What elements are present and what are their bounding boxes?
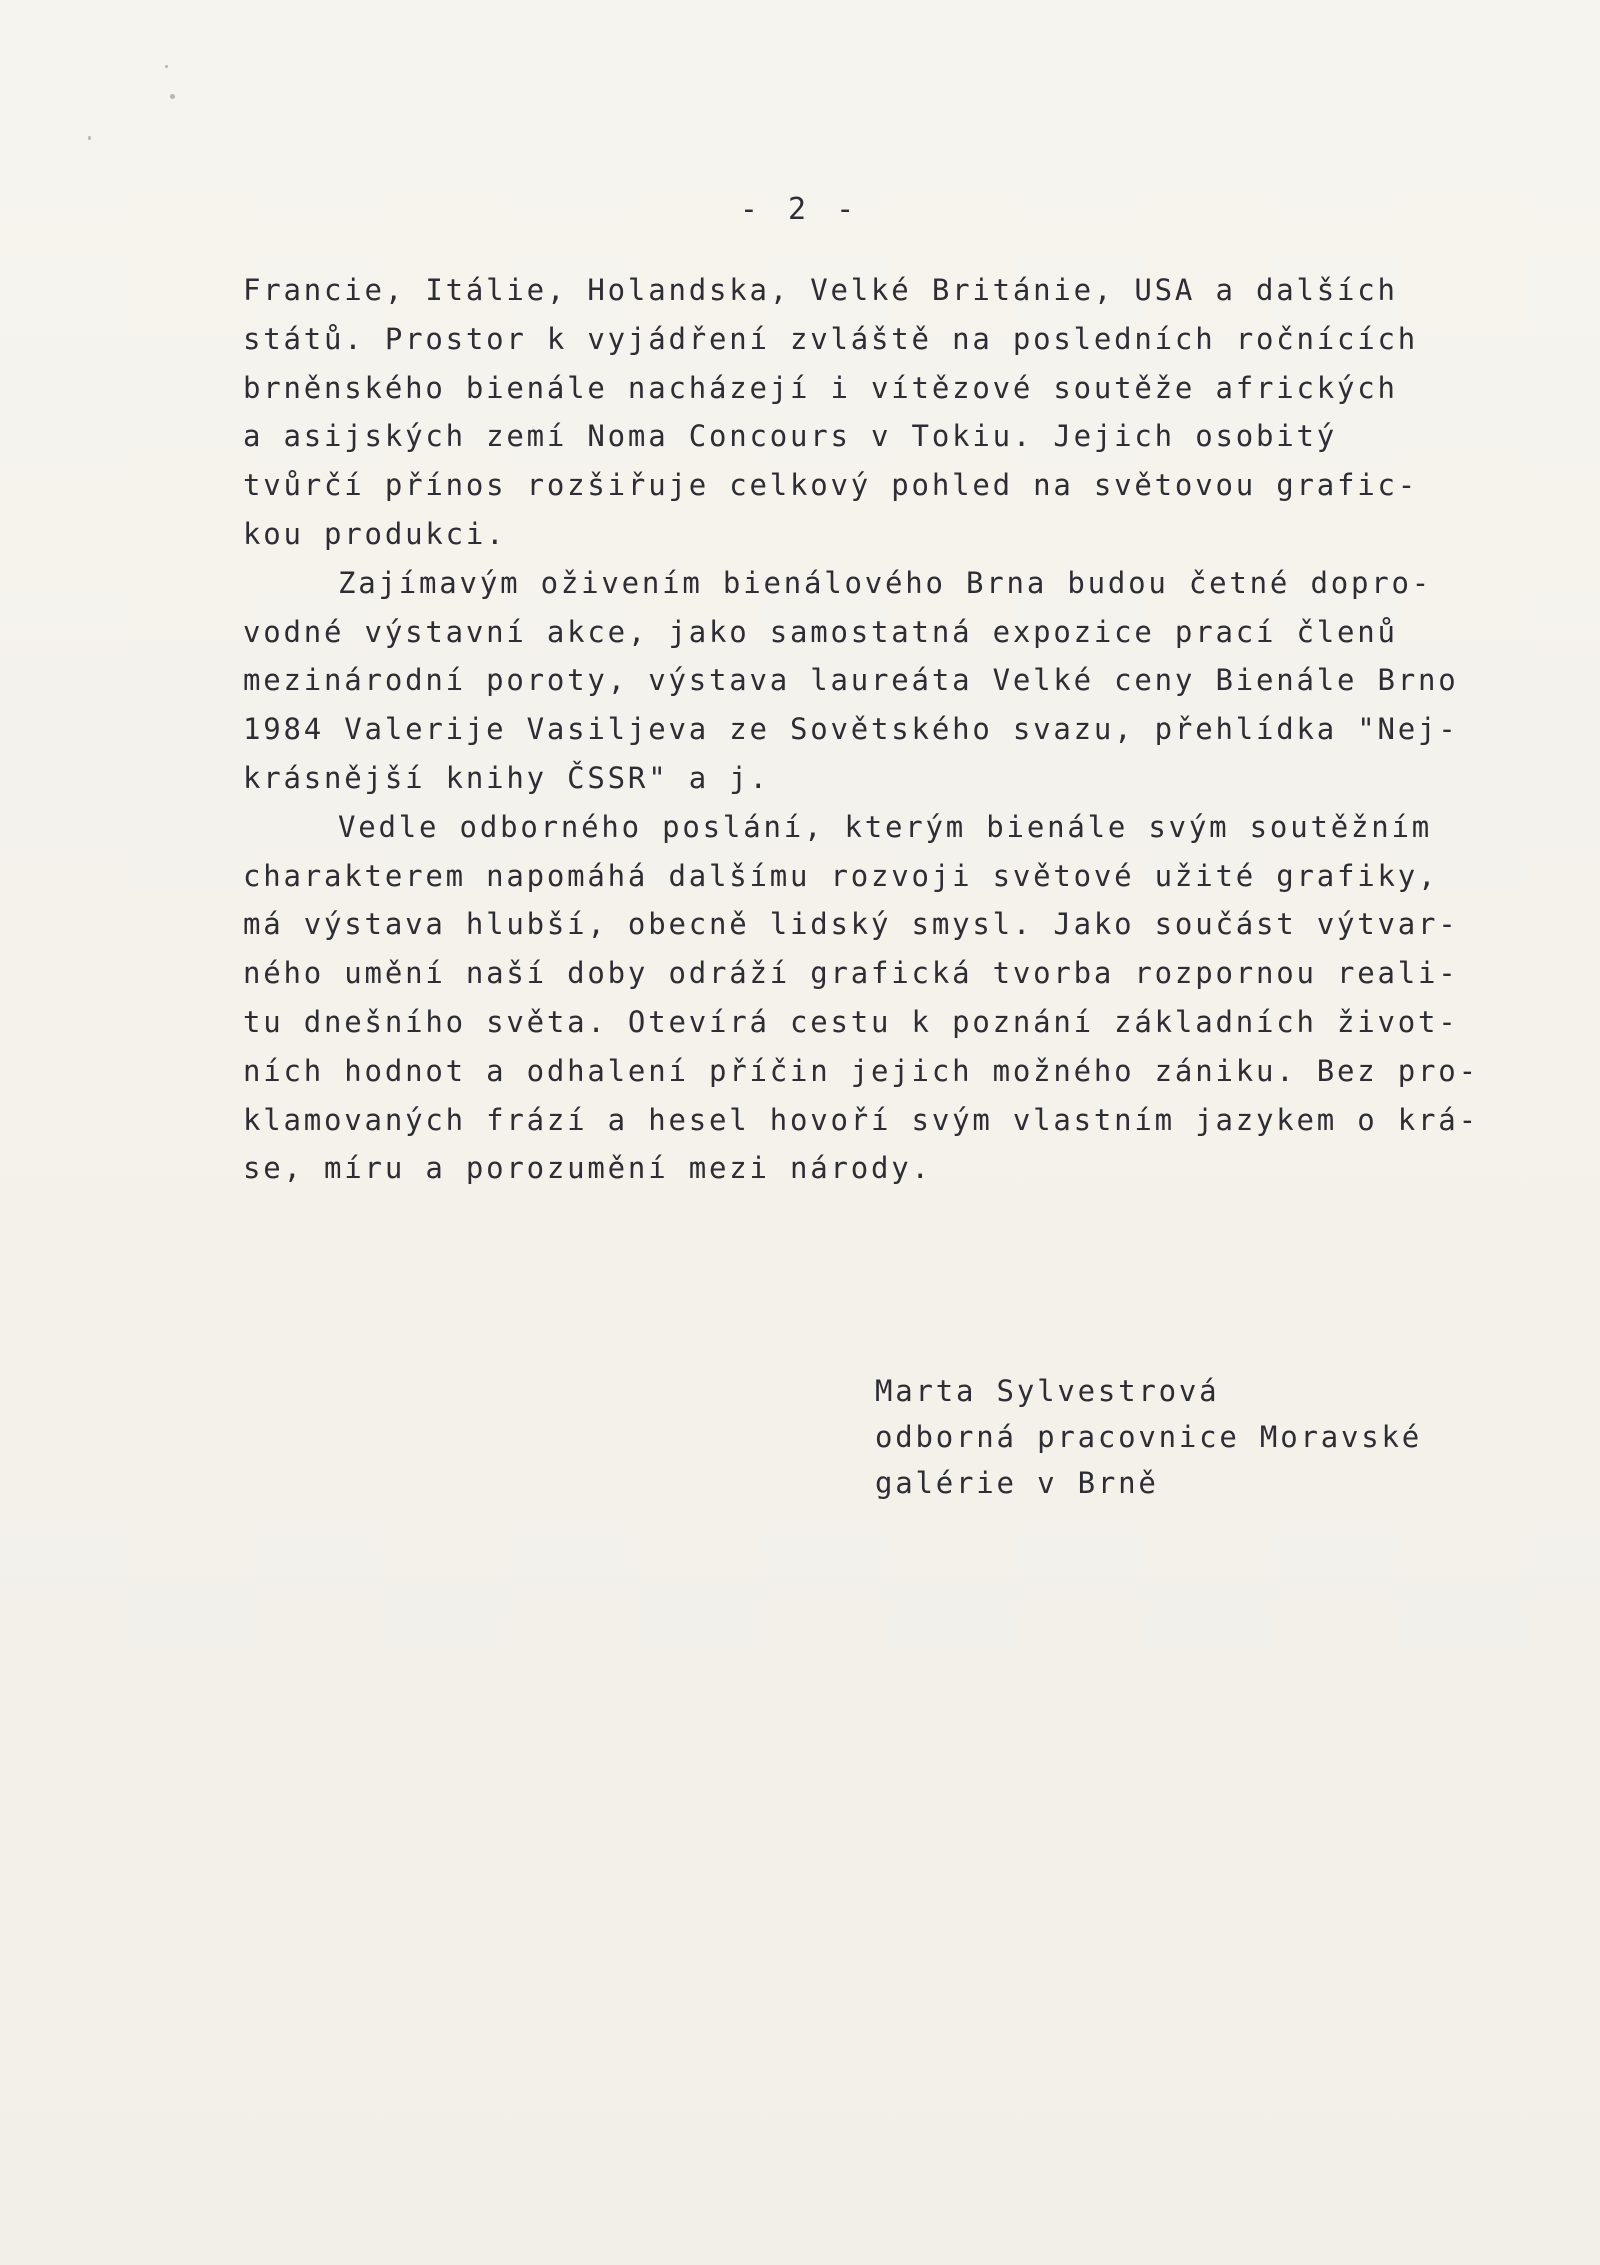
text-line: států. Prostor k vyjádření zvláště na posledních ročnících	[243, 321, 1419, 356]
paper-speck	[165, 65, 168, 68]
text-line: vodné výstavní akce, jako samostatná expozice prací členů	[243, 614, 1398, 649]
signature-name: Marta Sylvestrová	[875, 1374, 1220, 1408]
text-line: 1984 Valerije Vasiljeva ze Sovětského svazu, přehlídka "Nej-	[243, 712, 1459, 747]
text-line: charakterem napomáhá dalšímu rozvoji světové užité grafiky,	[243, 858, 1439, 893]
text-line: Vedle odborného poslání, kterým bienále svým soutěžním	[338, 809, 1433, 844]
text-line: mezinárodní poroty, výstava laureáta Velké ceny Bienále Brno	[243, 663, 1459, 698]
text-line: tu dnešního světa. Otevírá cestu k poznání základních život-	[243, 1004, 1459, 1039]
text-line: kou produkci.	[243, 516, 507, 551]
text-line: se, míru a porozumění mezi národy.	[243, 1151, 932, 1186]
body-text	[243, 266, 1479, 1193]
text-line: brněnského bienále nacházejí i vítězové soutěže afrických	[243, 370, 1398, 405]
signature-block	[875, 1368, 1475, 1506]
signature-title: odborná pracovnice Moravské	[875, 1420, 1423, 1454]
text-line: Zajímavým oživením bienálového Brna budou četné dopro-	[338, 565, 1433, 600]
paper-speck	[88, 136, 91, 140]
text-line: ného umění naší doby odráží grafická tvorba rozpornou reali-	[243, 956, 1459, 991]
text-line: ních hodnot a odhalení příčin jejich možného zániku. Bez pro-	[243, 1053, 1479, 1088]
text-line: krásnější knihy ČSSR" a j.	[243, 760, 770, 795]
text-line: tvůrčí přínos rozšiřuje celkový pohled na světovou grafic-	[243, 468, 1419, 503]
text-line: a asijských zemí Noma Concours v Tokiu. Jejich osobitý	[243, 419, 1338, 454]
page-number: - 2 -	[739, 192, 861, 227]
paper-speck	[170, 94, 175, 99]
signature-institution: galérie v Brně	[875, 1466, 1159, 1500]
text-line: má výstava hlubší, obecně lidský smysl. Jako součást výtvar-	[243, 907, 1459, 942]
text-line: klamovaných frází a hesel hovoří svým vlastním jazykem o krá-	[243, 1102, 1479, 1137]
text-line: Francie, Itálie, Holandska, Velké Británie, USA a dalších	[243, 273, 1398, 307]
